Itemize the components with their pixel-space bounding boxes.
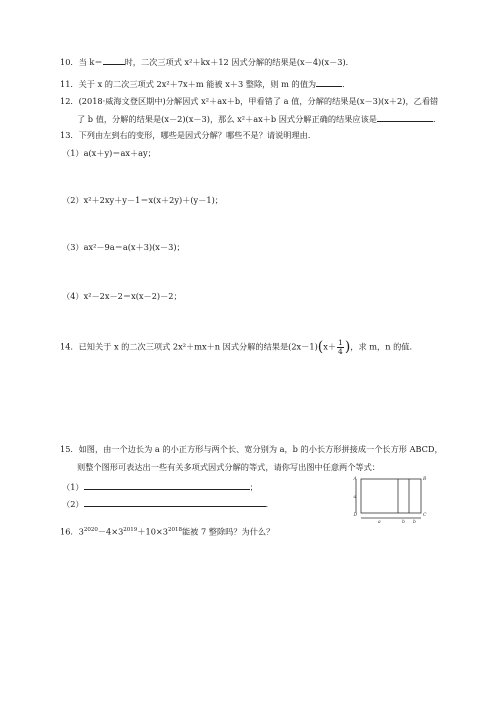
exponent: 2018 bbox=[167, 527, 182, 533]
expression-term: －4×3 bbox=[97, 526, 124, 537]
answer-label: （2） bbox=[62, 499, 84, 509]
question-number: 12． bbox=[60, 96, 79, 106]
vertex-label-d: D bbox=[353, 513, 358, 518]
left-paren: ( bbox=[317, 339, 324, 356]
question-text: 如图，由一个边长为 a 的小正方形与两个长、宽分别为 a，b 的小长方形拼接成一个长方形 ABCD， bbox=[78, 444, 443, 454]
question-number: 14． bbox=[60, 341, 79, 352]
question-15 bbox=[60, 445, 443, 455]
question-text: ，求 m，n 的值． bbox=[350, 341, 418, 352]
answer-blank[interactable] bbox=[84, 481, 250, 490]
question-text: 当 k＝ bbox=[78, 57, 103, 67]
vertex-label-b: B bbox=[423, 477, 427, 482]
vertex-label-c: C bbox=[423, 513, 427, 518]
bottom-label-a: a bbox=[378, 520, 381, 524]
question-number: 15． bbox=[60, 444, 79, 454]
question-15-answer-2 bbox=[62, 498, 274, 510]
fraction-denominator: 4 bbox=[338, 347, 343, 356]
question-16 bbox=[60, 527, 274, 538]
question-15-line2: 则整个图形可表达出一些有关多项式因式分解的等式，请你写出图中任意两个等式： bbox=[77, 462, 380, 472]
question-13-item-4: （4）x²－2x－2＝x(x－2)－2； bbox=[62, 291, 182, 301]
rectangle-abcd-figure bbox=[352, 476, 432, 524]
answer-end: ； bbox=[249, 482, 258, 492]
bottom-label-b2: b bbox=[413, 520, 416, 524]
question-13 bbox=[60, 131, 316, 141]
question-text: (2018·威海文登区期中)分解因式 x²＋ax＋b，甲看错了 a 值，分解的结果是(x－3)(x＋2)，乙看错 bbox=[78, 96, 439, 106]
question-13-item-2: （2）x²＋2xy＋y－1＝x(x＋2y)＋(y－1)； bbox=[62, 195, 223, 205]
side-label-a: a bbox=[353, 495, 357, 500]
exponent: 2020 bbox=[83, 527, 98, 533]
bottom-label-b1: b bbox=[402, 520, 405, 524]
fraction bbox=[337, 339, 344, 356]
question-text: 能被 7 整除吗？为什么？ bbox=[181, 526, 275, 537]
rectangle-outline bbox=[361, 479, 421, 513]
expression-term: ＋10×3 bbox=[137, 526, 168, 537]
question-15-answer-1 bbox=[62, 481, 258, 493]
vertex-label-a: A bbox=[353, 477, 357, 482]
answer-end: ． bbox=[265, 499, 274, 509]
fraction-numerator: 1 bbox=[338, 338, 343, 347]
question-text: 了 b 值，分解的结果是(x－2)(x－3)，那么 x²＋ax＋b 因式分解正确的结果应该是 bbox=[77, 114, 377, 124]
right-paren: ) bbox=[344, 339, 351, 356]
question-10 bbox=[60, 56, 354, 68]
question-text: 时，二次三项式 x²＋kx＋12 因式分解的结果是(x－4)(x－3)． bbox=[124, 57, 354, 67]
question-number: 13． bbox=[60, 130, 79, 140]
expression-base: 3 bbox=[78, 526, 84, 537]
answer-blank[interactable] bbox=[84, 498, 266, 507]
question-text: ． bbox=[342, 79, 351, 89]
question-text: ． bbox=[432, 114, 442, 124]
question-text: x＋ bbox=[323, 341, 337, 352]
answer-label: （1） bbox=[62, 482, 84, 492]
question-12-line2 bbox=[77, 113, 441, 125]
question-13-item-1: （1）a(x＋y)＝ax＋ay； bbox=[62, 148, 156, 158]
answer-blank[interactable] bbox=[316, 78, 342, 87]
question-14 bbox=[60, 339, 418, 356]
answer-blank[interactable] bbox=[377, 113, 433, 122]
exponent: 2019 bbox=[123, 527, 138, 533]
question-number: 10． bbox=[60, 57, 79, 67]
answer-blank[interactable] bbox=[103, 56, 125, 65]
question-11 bbox=[60, 78, 350, 90]
question-number: 11． bbox=[60, 79, 79, 89]
question-text: 已知关于 x 的二次三项式 2x²＋mx＋n 因式分解的结果是(2x－1) bbox=[78, 341, 318, 352]
question-number: 16． bbox=[60, 526, 79, 537]
question-13-item-3: （3）ax²－9a＝a(x＋3)(x－3)； bbox=[62, 242, 185, 252]
question-text: 关于 x 的二次三项式 2x²＋7x＋m 能被 x＋3 整除，则 m 的值为 bbox=[78, 79, 317, 89]
question-12 bbox=[60, 97, 438, 107]
question-text: 下列由左到右的变形，哪些是因式分解？哪些不是？请说明理由． bbox=[78, 130, 317, 140]
